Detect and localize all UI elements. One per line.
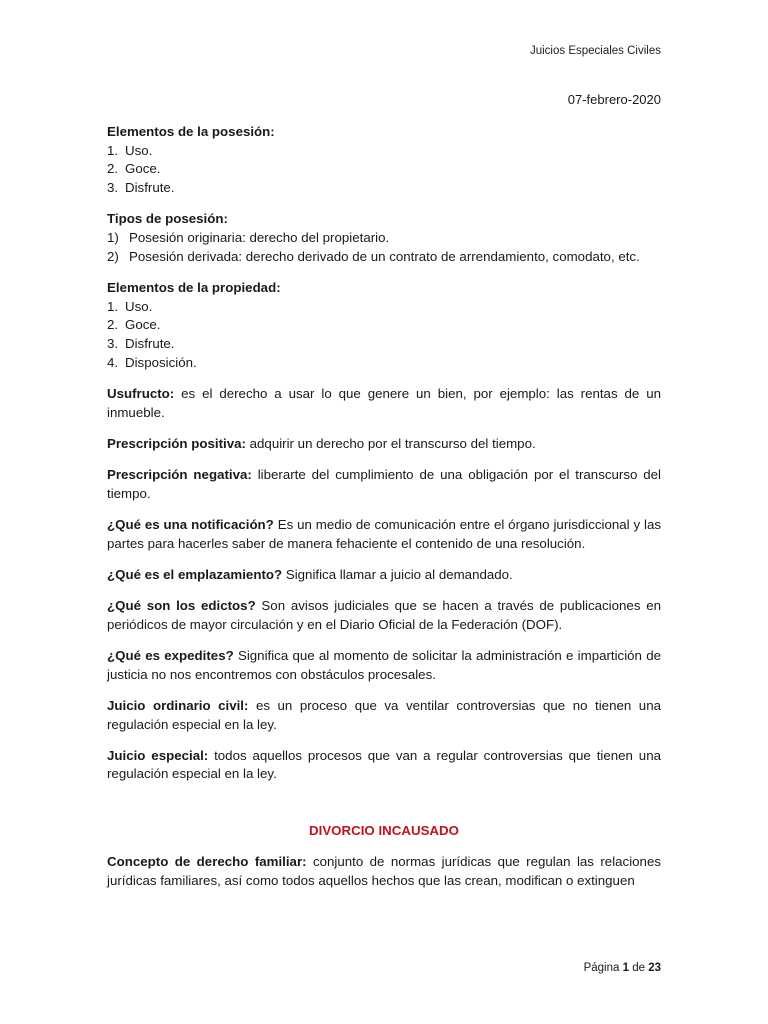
def-derecho-familiar: Concepto de derecho familiar: conjunto de normas jurídicas que regulan las relaciones jurídicas familiares, así como todos aquellos hechos que las crean, modifican o extinguen (107, 853, 661, 888)
def-prescripcion-positiva: Prescripción positiva: adquirir un derecho por el transcurso del tiempo. (107, 435, 536, 451)
posesion-heading: Elementos de la posesión: (107, 124, 275, 139)
propiedad-list (107, 298, 661, 373)
list-item: 1. Uso. (107, 142, 153, 158)
def-notificacion: ¿Qué es una notificación? Es un medio de comunicación entre el órgano jurisdiccional y las partes para hacerles saber de manera fehaciente el contenido de una resolución. (107, 516, 662, 551)
def-prescripcion-negativa: Prescripción negativa: liberarte del cumplimiento de una obligación por el transcurso del tiempo. (107, 467, 661, 501)
list-item: 1) Posesión originaria: derecho del propietario. (107, 230, 390, 246)
def-usufructo: Usufructo: es el derecho a usar lo que genere un bien, por ejemplo: las rentas de un inmueble. (107, 385, 661, 420)
list-item: 3. Disfrute. (107, 180, 175, 196)
def-juicio-ordinario: Juicio ordinario civil: es un proceso que va ventilar controversias que no tienen una regulación especial en la ley. (107, 697, 661, 732)
running-header: Juicios Especiales Civiles (529, 45, 661, 57)
document-body (107, 123, 661, 903)
list-item: 4. Disposición. (107, 354, 197, 370)
page-footer: Página 1 de 23 (583, 962, 661, 974)
tipos-section (107, 210, 661, 266)
def-emplazamiento: ¿Qué es el emplazamiento? Significa llamar a juicio al demandado. (107, 566, 513, 582)
list-item: 2) Posesión derivada: derecho derivado de un contrato de arrendamiento, comodato, etc. (107, 248, 640, 264)
list-item: 2. Goce. (107, 161, 161, 177)
section-title: DIVORCIO INCAUSADO (309, 823, 459, 839)
document-date: 07-febrero-2020 (567, 92, 661, 107)
propiedad-heading: Elementos de la propiedad: (107, 279, 281, 295)
tipos-list (107, 229, 661, 266)
posesion-list (107, 142, 661, 198)
def-edictos: ¿Qué son los edictos? Son avisos judiciales que se hacen a través de publicaciones en periódicos de mayor circulación y en el Diario Oficial de la Federación (DOF). (107, 598, 661, 632)
def-juicio-especial: Juicio especial: todos aquellos procesos que van a regular controversias que tienen una regulación especial en la ley. (107, 747, 661, 782)
list-item: 1. Uso. (107, 298, 153, 314)
tipos-heading: Tipos de posesión: (107, 211, 228, 227)
def-expedites: ¿Qué es expedites? Significa que al momento de solicitar la administración e impartición de justicia no nos encontremos con obstáculos procesales. (107, 647, 661, 682)
propiedad-section (107, 279, 661, 373)
posesion-section (107, 123, 661, 198)
list-item: 3. Disfrute. (107, 336, 175, 352)
list-item: 2. Goce. (107, 317, 161, 333)
